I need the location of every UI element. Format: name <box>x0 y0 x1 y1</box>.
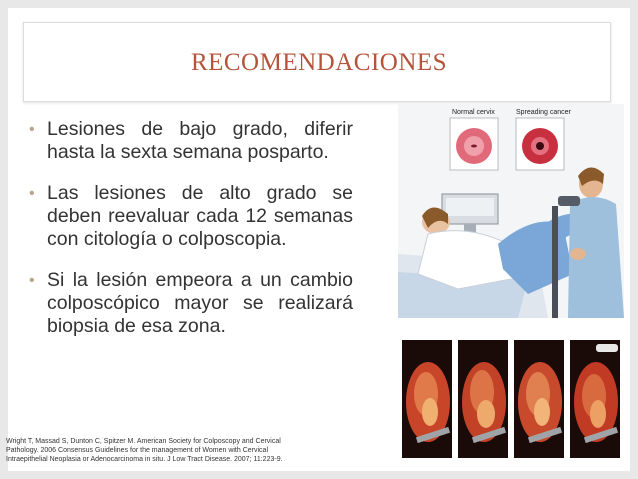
label-spreading-cancer: Spreading cancer <box>516 109 571 116</box>
bullet-item: • Las lesiones de alto grado se deben reevaluar cada 12 semanas con citología o colposcopia. <box>23 182 353 251</box>
colposcopy-photo-sequence <box>398 332 624 466</box>
colposcopy-illustration <box>398 104 624 318</box>
bullet-item: • Si la lesión empeora a un cambio colposcópico mayor se realizará biopsia de esa zona. <box>23 269 353 338</box>
slide-title: RECOMENDACIONES <box>190 49 448 76</box>
bullet-item: • Lesiones de bajo grado, diferir hasta la sexta semana posparto. <box>23 118 353 164</box>
colposcopy-photos-image <box>398 332 624 466</box>
citation: Wright T, Massad S, Dunton C, Spitzer M. American Society for Colposcopy and Cervical Pathology. 2006 Consensus Guidelines for the management of Women with Cervical Intraepithelial Neoplasia or Adenocarcinoma in situ. J Low Tract Disease. 2007; 11:223-9. <box>6 438 283 463</box>
bullet-list <box>23 118 353 356</box>
colposcopy-illustration-image <box>398 104 624 318</box>
label-normal-cervix: Normal cervix <box>452 109 495 116</box>
